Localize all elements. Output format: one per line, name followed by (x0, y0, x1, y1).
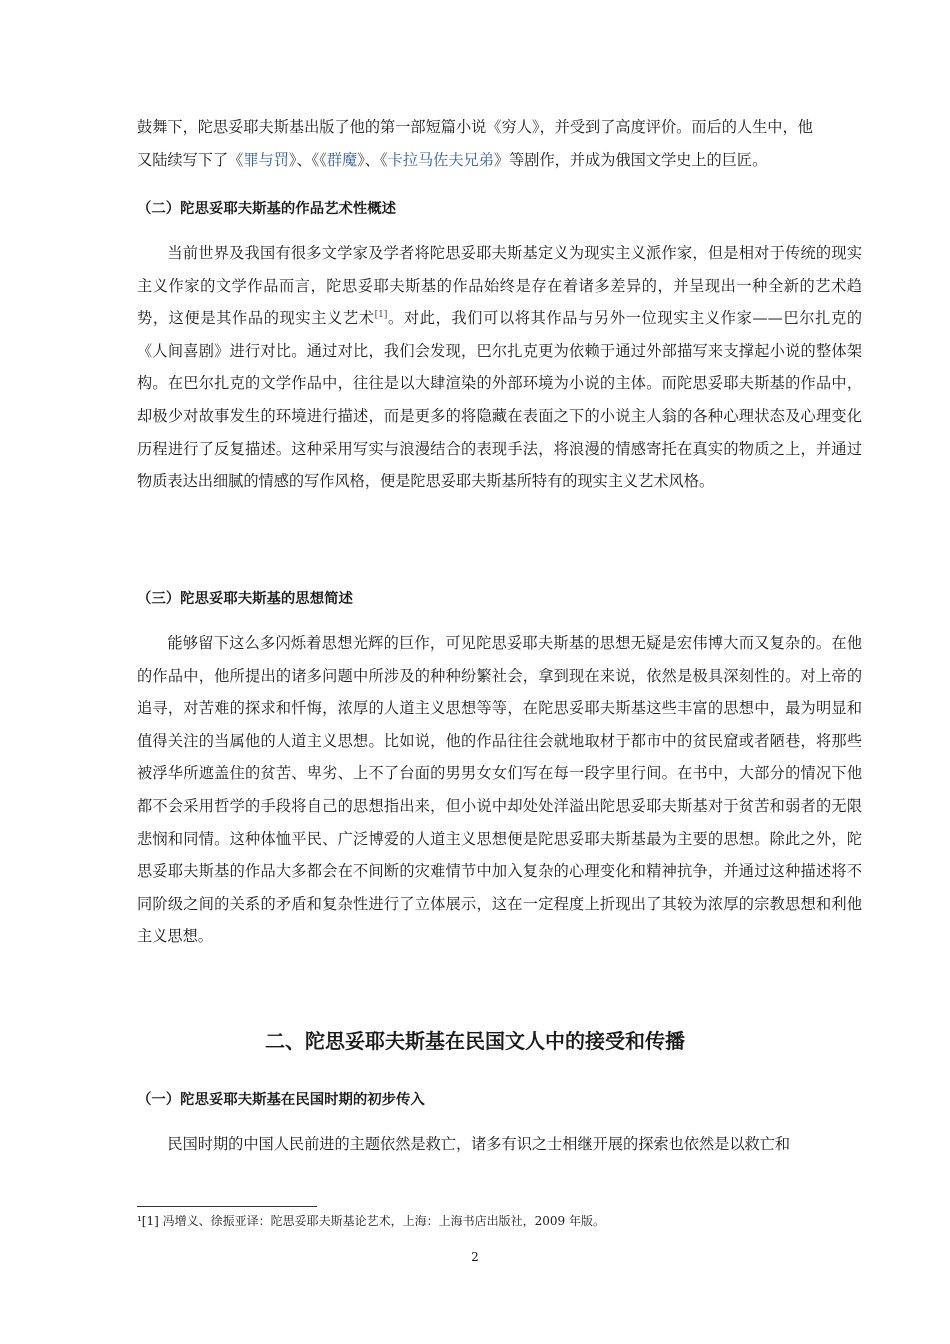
section-heading-thought: （三）陀思妥耶夫斯基的思想简述 (137, 591, 353, 607)
section-heading-artistry: （二）陀思妥耶夫斯基的作品艺术性概述 (137, 201, 397, 217)
work-link-demons[interactable]: 群魔 (326, 150, 358, 169)
footnote: ¹[1] 冯增义、徐振亚译：陀思妥耶夫斯基论艺术，上海：上海书店出版社，2009 年版。 (137, 1214, 605, 1228)
footnote-divider (137, 1206, 317, 1207)
text-fragment: 》、《《 (288, 150, 327, 169)
page-number: 2 (471, 1250, 479, 1264)
paragraph-introduction (137, 1128, 862, 1161)
paragraph-text (137, 237, 862, 498)
text-fragment: 当前世界及我国有很多文学家及学者将陀思妥耶夫斯基定义为现实主义派作家，但是相对于传统的现实主义作家的文学作品而言，陀思妥耶夫斯基的作品始终是存在着诸多差异的，并呈现出一种全新的艺术趋势，这便是其作品的现实主义艺术 (137, 244, 862, 328)
paragraph-text: 能够留下这么多闪烁着思想光辉的巨作，可见陀思妥耶夫斯基的思想无疑是宏伟博大而又复杂的。在他的作品中，他所提出的诸多问题中所涉及的种种纷繁社会，拿到现在来说，依然是极具深刻性的。对上帝的追寻，对苦难的探求和忏悔，浓厚的人道主义思想等等，在陀思妥耶夫斯基这些丰富的思想中，最为明显和值得关注的当属他的人道主义思想。比如说，他的作品往往会就地取材于都市中的贫民窟或者陋巷，将那些被浮华所遮盖住的贫苦、卑劣、上不了台面的男男女女们写在每一段字里行间。在书中，大部分的情况下他都不会采用哲学的手段将自己的思想指出来，但小说中却处处洋溢出陀思妥耶夫斯基对于贫苦和弱者的无限悲悯和同情。这种体恤平民、广泛博爱的人道主义思想便是陀思妥耶夫斯基最为主要的思想。除此之外，陀思妥耶夫斯基的作品大多都会在不间断的灾难情节中加入复杂的心理变化和精神抗争，并通过这种描述将不同阶级之间的关系的矛盾和复杂性进行了立体展示，这在一定程度上折现出了其较为浓厚的宗教思想和利他主义思想。 (137, 634, 862, 946)
text-fragment: 》等剧作，并成为俄国文学史上的巨匠。 (493, 150, 768, 169)
paragraph-thought (137, 627, 862, 953)
work-link-crime-and-punishment[interactable]: 罪与罚 (243, 150, 289, 169)
text-fragment: 又陆续写下了《 (137, 150, 244, 169)
paragraph-artistry (137, 237, 862, 498)
paragraph-text: 民国时期的中国人民前进的主题依然是救亡，诸多有识之士相继开展的探索也依然是以救亡和 (167, 1135, 791, 1153)
paragraph-continued (137, 111, 862, 176)
section-heading-introduction: （一）陀思妥耶夫斯基在民国时期的初步传入 (137, 1092, 425, 1108)
work-link-brothers-karamazov[interactable]: 卡拉马佐夫兄弟 (387, 150, 494, 169)
text-fragment: 。对此，我们可以将其作品与另外一位现实主义作家——巴尔扎克的《人间喜剧》进行对比。通过对比，我们会发现，巴尔扎克更为依赖于通过外部描写来支撑起小说的整体架构。在巴尔扎克的文学作品中，往往是以大肆渲染的外部环境为小说的主体。而陀思妥耶夫斯基的作品中，却极少对故事发生的环境进行描述，而是更多的将隐藏在表面之下的小说主人翁的各种心理状态及心理变化历程进行了反复描述。这种采用写实与浪漫结合的表现手法，将浪漫的情感寄托在真实的物质之上，并通过物质表达出细腻的情感的写作风格，便是陀思妥耶夫斯基所特有的现实主义艺术风格。 (137, 309, 863, 491)
footnote-reference[interactable]: [1] (374, 310, 388, 321)
paragraph-line: 鼓舞下，陀思妥耶夫斯基出版了他的第一部短篇小说《穷人》，并受到了高度评价。而后的人生中，他 (137, 118, 813, 136)
chapter-heading: 二、陀思妥耶夫斯基在民国文人中的接受和传播 (265, 1029, 685, 1053)
text-fragment: 》、《 (357, 150, 388, 169)
paragraph-line (137, 144, 862, 177)
